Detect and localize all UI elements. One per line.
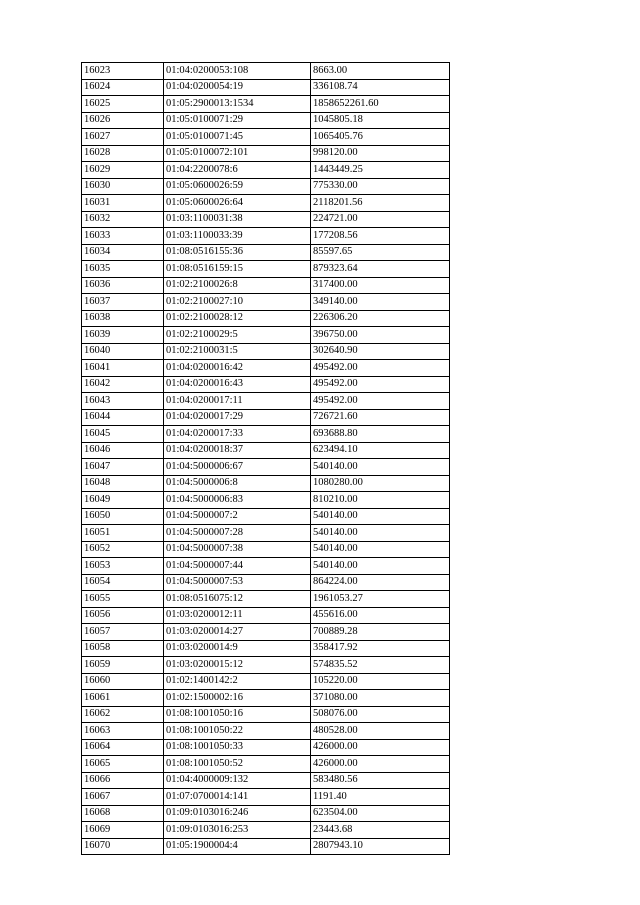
value-cell: 2118201.56 <box>311 195 450 212</box>
row-number-cell: 16052 <box>82 541 164 558</box>
value-cell: 85597.65 <box>311 244 450 261</box>
row-number-cell: 16044 <box>82 409 164 426</box>
table-row <box>82 492 450 509</box>
cadastral-number-cell: 01:04:0200053:108 <box>164 63 311 80</box>
row-number-cell: 16043 <box>82 393 164 410</box>
cadastral-number-cell: 01:03:1100031:38 <box>164 211 311 228</box>
row-number-cell: 16065 <box>82 756 164 773</box>
table-row <box>82 772 450 789</box>
table-row <box>82 607 450 624</box>
cadastral-number-cell: 01:08:1001050:52 <box>164 756 311 773</box>
table-row <box>82 789 450 806</box>
cadastral-number-cell: 01:02:2100029:5 <box>164 327 311 344</box>
table-row <box>82 591 450 608</box>
table-row <box>82 657 450 674</box>
cadastral-number-cell: 01:04:0200017:33 <box>164 426 311 443</box>
row-number-cell: 16031 <box>82 195 164 212</box>
cadastral-number-cell: 01:02:2100027:10 <box>164 294 311 311</box>
value-cell: 177208.56 <box>311 228 450 245</box>
table-row <box>82 393 450 410</box>
row-number-cell: 16059 <box>82 657 164 674</box>
row-number-cell: 16063 <box>82 723 164 740</box>
row-number-cell: 16060 <box>82 673 164 690</box>
value-cell: 371080.00 <box>311 690 450 707</box>
row-number-cell: 16045 <box>82 426 164 443</box>
value-cell: 540140.00 <box>311 508 450 525</box>
table-row <box>82 96 450 113</box>
value-cell: 224721.00 <box>311 211 450 228</box>
cadastral-number-cell: 01:05:0600026:59 <box>164 178 311 195</box>
table-row <box>82 327 450 344</box>
row-number-cell: 16037 <box>82 294 164 311</box>
row-number-cell: 16026 <box>82 112 164 129</box>
value-cell: 426000.00 <box>311 739 450 756</box>
table-row <box>82 244 450 261</box>
row-number-cell: 16048 <box>82 475 164 492</box>
cadastral-number-cell: 01:04:5000007:28 <box>164 525 311 542</box>
value-cell: 302640.90 <box>311 343 450 360</box>
row-number-cell: 16054 <box>82 574 164 591</box>
table-row <box>82 145 450 162</box>
cadastral-number-cell: 01:05:2900013:1534 <box>164 96 311 113</box>
value-cell: 1961053.27 <box>311 591 450 608</box>
cadastral-number-cell: 01:08:0516075:12 <box>164 591 311 608</box>
table-row <box>82 294 450 311</box>
table-row <box>82 838 450 855</box>
row-number-cell: 16025 <box>82 96 164 113</box>
row-number-cell: 16057 <box>82 624 164 641</box>
row-number-cell: 16064 <box>82 739 164 756</box>
value-cell: 1443449.25 <box>311 162 450 179</box>
table-body <box>82 63 450 855</box>
table-row <box>82 558 450 575</box>
row-number-cell: 16041 <box>82 360 164 377</box>
value-cell: 480528.00 <box>311 723 450 740</box>
value-cell: 540140.00 <box>311 459 450 476</box>
cadastral-number-cell: 01:04:5000006:67 <box>164 459 311 476</box>
table-row <box>82 211 450 228</box>
row-number-cell: 16034 <box>82 244 164 261</box>
row-number-cell: 16070 <box>82 838 164 855</box>
cadastral-number-cell: 01:08:0516155:36 <box>164 244 311 261</box>
table-row <box>82 475 450 492</box>
cadastral-number-cell: 01:04:0200016:42 <box>164 360 311 377</box>
cadastral-number-cell: 01:05:0100071:29 <box>164 112 311 129</box>
row-number-cell: 16027 <box>82 129 164 146</box>
value-cell: 540140.00 <box>311 541 450 558</box>
cadastral-number-cell: 01:04:5000007:2 <box>164 508 311 525</box>
row-number-cell: 16049 <box>82 492 164 509</box>
cadastral-number-cell: 01:04:0200054:19 <box>164 79 311 96</box>
row-number-cell: 16066 <box>82 772 164 789</box>
row-number-cell: 16058 <box>82 640 164 657</box>
cadastral-number-cell: 01:04:0200018:37 <box>164 442 311 459</box>
cadastral-number-cell: 01:08:0516159:15 <box>164 261 311 278</box>
value-cell: 1080280.00 <box>311 475 450 492</box>
row-number-cell: 16062 <box>82 706 164 723</box>
table-row <box>82 129 450 146</box>
value-cell: 317400.00 <box>311 277 450 294</box>
value-cell: 1858652261.60 <box>311 96 450 113</box>
cadastral-number-cell: 01:05:0600026:64 <box>164 195 311 212</box>
cadastral-number-cell: 01:07:0700014:141 <box>164 789 311 806</box>
cadastral-number-cell: 01:03:0200015:12 <box>164 657 311 674</box>
value-cell: 495492.00 <box>311 360 450 377</box>
cadastral-number-cell: 01:04:2200078:6 <box>164 162 311 179</box>
cadastral-number-cell: 01:04:5000007:53 <box>164 574 311 591</box>
table-row <box>82 525 450 542</box>
table-row <box>82 541 450 558</box>
row-number-cell: 16036 <box>82 277 164 294</box>
value-cell: 700889.28 <box>311 624 450 641</box>
table-row <box>82 459 450 476</box>
cadastral-number-cell: 01:02:2100028:12 <box>164 310 311 327</box>
row-number-cell: 16039 <box>82 327 164 344</box>
row-number-cell: 16067 <box>82 789 164 806</box>
value-cell: 8663.00 <box>311 63 450 80</box>
value-cell: 1191.40 <box>311 789 450 806</box>
table-row <box>82 426 450 443</box>
table-row <box>82 195 450 212</box>
table-row <box>82 574 450 591</box>
value-cell: 2807943.10 <box>311 838 450 855</box>
table-row <box>82 690 450 707</box>
value-cell: 623504.00 <box>311 805 450 822</box>
table-row <box>82 376 450 393</box>
value-cell: 495492.00 <box>311 376 450 393</box>
table-row <box>82 63 450 80</box>
row-number-cell: 16061 <box>82 690 164 707</box>
table-row <box>82 343 450 360</box>
cadastral-number-cell: 01:04:5000007:38 <box>164 541 311 558</box>
table-row <box>82 360 450 377</box>
value-cell: 998120.00 <box>311 145 450 162</box>
value-cell: 226306.20 <box>311 310 450 327</box>
table-row <box>82 673 450 690</box>
value-cell: 864224.00 <box>311 574 450 591</box>
cadastral-number-cell: 01:04:0200017:11 <box>164 393 311 410</box>
row-number-cell: 16051 <box>82 525 164 542</box>
value-cell: 105220.00 <box>311 673 450 690</box>
table-row <box>82 162 450 179</box>
row-number-cell: 16023 <box>82 63 164 80</box>
row-number-cell: 16038 <box>82 310 164 327</box>
row-number-cell: 16056 <box>82 607 164 624</box>
row-number-cell: 16068 <box>82 805 164 822</box>
row-number-cell: 16032 <box>82 211 164 228</box>
row-number-cell: 16024 <box>82 79 164 96</box>
table-row <box>82 739 450 756</box>
table-row <box>82 228 450 245</box>
value-cell: 336108.74 <box>311 79 450 96</box>
table-row <box>82 112 450 129</box>
value-cell: 540140.00 <box>311 525 450 542</box>
cadastral-number-cell: 01:03:0200012:11 <box>164 607 311 624</box>
table-row <box>82 822 450 839</box>
cadastral-number-cell: 01:04:5000007:44 <box>164 558 311 575</box>
row-number-cell: 16030 <box>82 178 164 195</box>
cadastral-number-cell: 01:05:0100071:45 <box>164 129 311 146</box>
value-cell: 1065405.76 <box>311 129 450 146</box>
cadastral-number-cell: 01:05:1900004:4 <box>164 838 311 855</box>
table-row <box>82 508 450 525</box>
cadastral-number-cell: 01:02:1400142:2 <box>164 673 311 690</box>
value-cell: 726721.60 <box>311 409 450 426</box>
row-number-cell: 16069 <box>82 822 164 839</box>
cadastral-number-cell: 01:08:1001050:16 <box>164 706 311 723</box>
row-number-cell: 16029 <box>82 162 164 179</box>
table-row <box>82 723 450 740</box>
table-row <box>82 442 450 459</box>
table-row <box>82 756 450 773</box>
row-number-cell: 16046 <box>82 442 164 459</box>
cadastral-number-cell: 01:08:1001050:22 <box>164 723 311 740</box>
cadastral-number-cell: 01:08:1001050:33 <box>164 739 311 756</box>
cadastral-number-cell: 01:04:0200016:43 <box>164 376 311 393</box>
row-number-cell: 16033 <box>82 228 164 245</box>
row-number-cell: 16042 <box>82 376 164 393</box>
table-row <box>82 261 450 278</box>
cadastral-number-cell: 01:04:5000006:83 <box>164 492 311 509</box>
table-row <box>82 640 450 657</box>
cadastral-number-cell: 01:02:2100031:5 <box>164 343 311 360</box>
table-row <box>82 277 450 294</box>
cadastral-number-cell: 01:03:0200014:9 <box>164 640 311 657</box>
cadastral-number-cell: 01:05:0100072:101 <box>164 145 311 162</box>
table-row <box>82 178 450 195</box>
table-row <box>82 79 450 96</box>
cadastral-number-cell: 01:03:0200014:27 <box>164 624 311 641</box>
value-cell: 879323.64 <box>311 261 450 278</box>
value-cell: 23443.68 <box>311 822 450 839</box>
cadastral-number-cell: 01:09:0103016:246 <box>164 805 311 822</box>
cadastral-number-cell: 01:04:4000009:132 <box>164 772 311 789</box>
value-cell: 426000.00 <box>311 756 450 773</box>
row-number-cell: 16050 <box>82 508 164 525</box>
cadastral-number-cell: 01:02:1500002:16 <box>164 690 311 707</box>
cadastral-number-cell: 01:09:0103016:253 <box>164 822 311 839</box>
table-row <box>82 805 450 822</box>
row-number-cell: 16040 <box>82 343 164 360</box>
value-cell: 396750.00 <box>311 327 450 344</box>
row-number-cell: 16055 <box>82 591 164 608</box>
table-row <box>82 310 450 327</box>
row-number-cell: 16035 <box>82 261 164 278</box>
table-row <box>82 409 450 426</box>
value-cell: 623494.10 <box>311 442 450 459</box>
table-row <box>82 624 450 641</box>
row-number-cell: 16047 <box>82 459 164 476</box>
value-cell: 540140.00 <box>311 558 450 575</box>
cadastral-number-cell: 01:04:0200017:29 <box>164 409 311 426</box>
value-cell: 508076.00 <box>311 706 450 723</box>
cadastral-number-cell: 01:03:1100033:39 <box>164 228 311 245</box>
data-table <box>81 62 450 855</box>
value-cell: 349140.00 <box>311 294 450 311</box>
value-cell: 455616.00 <box>311 607 450 624</box>
value-cell: 775330.00 <box>311 178 450 195</box>
row-number-cell: 16053 <box>82 558 164 575</box>
value-cell: 358417.92 <box>311 640 450 657</box>
cadastral-number-cell: 01:02:2100026:8 <box>164 277 311 294</box>
cadastral-number-cell: 01:04:5000006:8 <box>164 475 311 492</box>
table-row <box>82 706 450 723</box>
value-cell: 1045805.18 <box>311 112 450 129</box>
value-cell: 495492.00 <box>311 393 450 410</box>
row-number-cell: 16028 <box>82 145 164 162</box>
value-cell: 583480.56 <box>311 772 450 789</box>
value-cell: 574835.52 <box>311 657 450 674</box>
value-cell: 810210.00 <box>311 492 450 509</box>
value-cell: 693688.80 <box>311 426 450 443</box>
